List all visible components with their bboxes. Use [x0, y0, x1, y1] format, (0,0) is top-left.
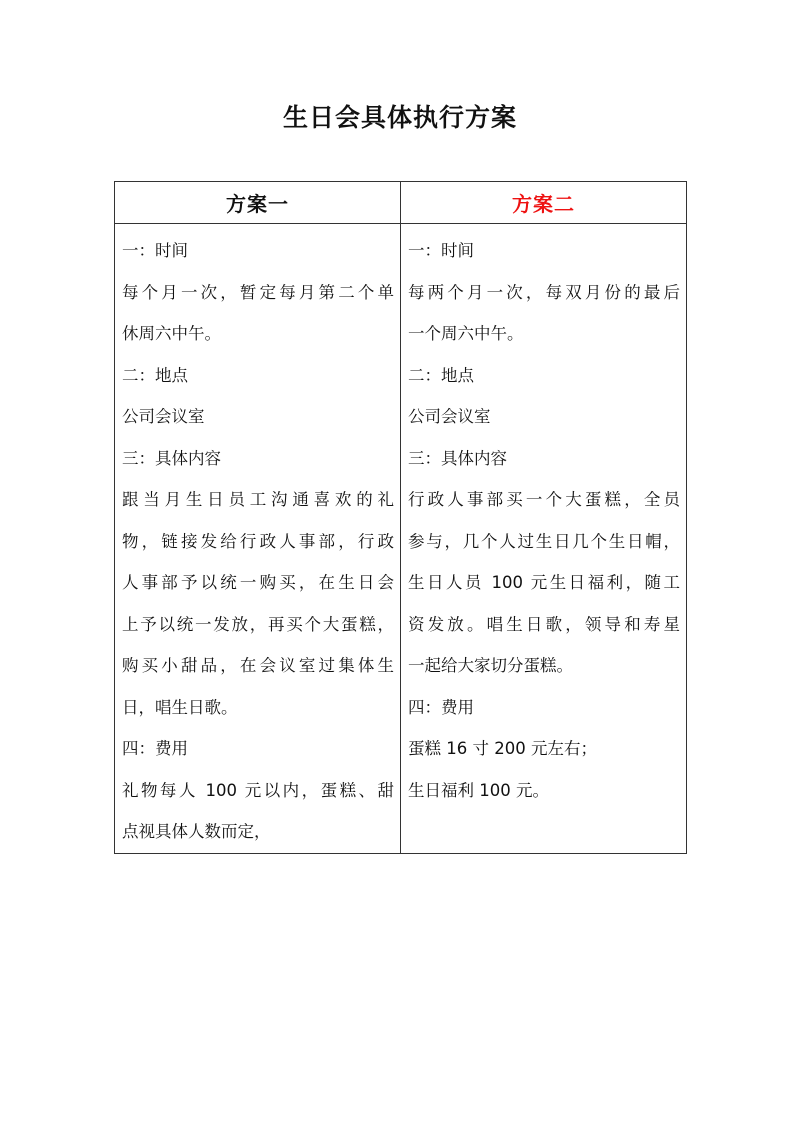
plan-one-section-cost-heading: 四：费用	[122, 739, 188, 758]
plan-one-content-text: 购买小甜品，在会议室过集体生	[122, 656, 394, 675]
plan-one-cost-text: 礼物每人 100 元以内，蛋糕、甜	[122, 780, 394, 800]
plan-two-content-text: 行政人事部买一个大蛋糕，全员	[408, 490, 680, 509]
plan-two-time-text: 一个周六中午。	[408, 324, 524, 343]
plan-two-content-text: 生日人员 100 元生日福利，随工	[408, 573, 680, 592]
plan-one-section-time-heading: 一：时间	[122, 241, 188, 260]
plan-two-time-text: 每两个月一次，每双月份的最后	[408, 282, 680, 302]
plan-one-content	[115, 224, 401, 854]
plan-one-place-text: 公司会议室	[122, 407, 205, 426]
table-body-row	[115, 224, 687, 854]
plan-one-time-text: 每个月一次，暂定每月第二个单	[122, 282, 394, 302]
plan-two-section-cost-heading: 四：费用	[408, 697, 474, 717]
plan-two-cost-text: 蛋糕 16 寸 200 元左右；	[408, 739, 597, 758]
plan-one-content-text: 人事部予以统一购买，在生日会	[122, 573, 394, 592]
plan-one-section-content-heading: 三：具体内容	[122, 448, 221, 468]
plan-two-section-time-heading: 一：时间	[408, 241, 474, 260]
plan-two-header: 方案二	[401, 182, 687, 224]
plan-one-time-text: 休周六中午。	[122, 324, 221, 343]
plan-two-place-text: 公司会议室	[408, 407, 491, 426]
plan-two-content	[401, 224, 687, 854]
plan-one-header: 方案一	[115, 182, 401, 224]
plan-one-cost-text: 点视具体人数而定，	[122, 822, 271, 841]
plan-two-section-place-heading: 二：地点	[408, 365, 474, 385]
plan-one-section-place-heading: 二：地点	[122, 365, 188, 385]
table-header-row	[115, 182, 687, 224]
plan-one-content-text: 物，链接发给行政人事部，行政	[122, 531, 394, 551]
plan-two-content-text: 参与，几个人过生日几个生日帽，	[408, 531, 680, 551]
document-title: 生日会具体执行方案	[282, 103, 517, 132]
plan-one-content-text: 跟当月生日员工沟通喜欢的礼	[122, 490, 394, 509]
plan-two-section-content-heading: 三：具体内容	[408, 448, 507, 468]
plan-two-content-text: 资发放。唱生日歌，领导和寿星	[408, 614, 680, 634]
plan-comparison-table	[114, 181, 687, 854]
plan-one-content-text: 日，唱生日歌。	[122, 697, 238, 717]
plan-two-content-text: 一起给大家切分蛋糕。	[408, 656, 573, 675]
plan-one-content-text: 上予以统一发放，再买个大蛋糕，	[122, 614, 394, 634]
plan-two-cost-text: 生日福利 100 元。	[408, 780, 549, 800]
